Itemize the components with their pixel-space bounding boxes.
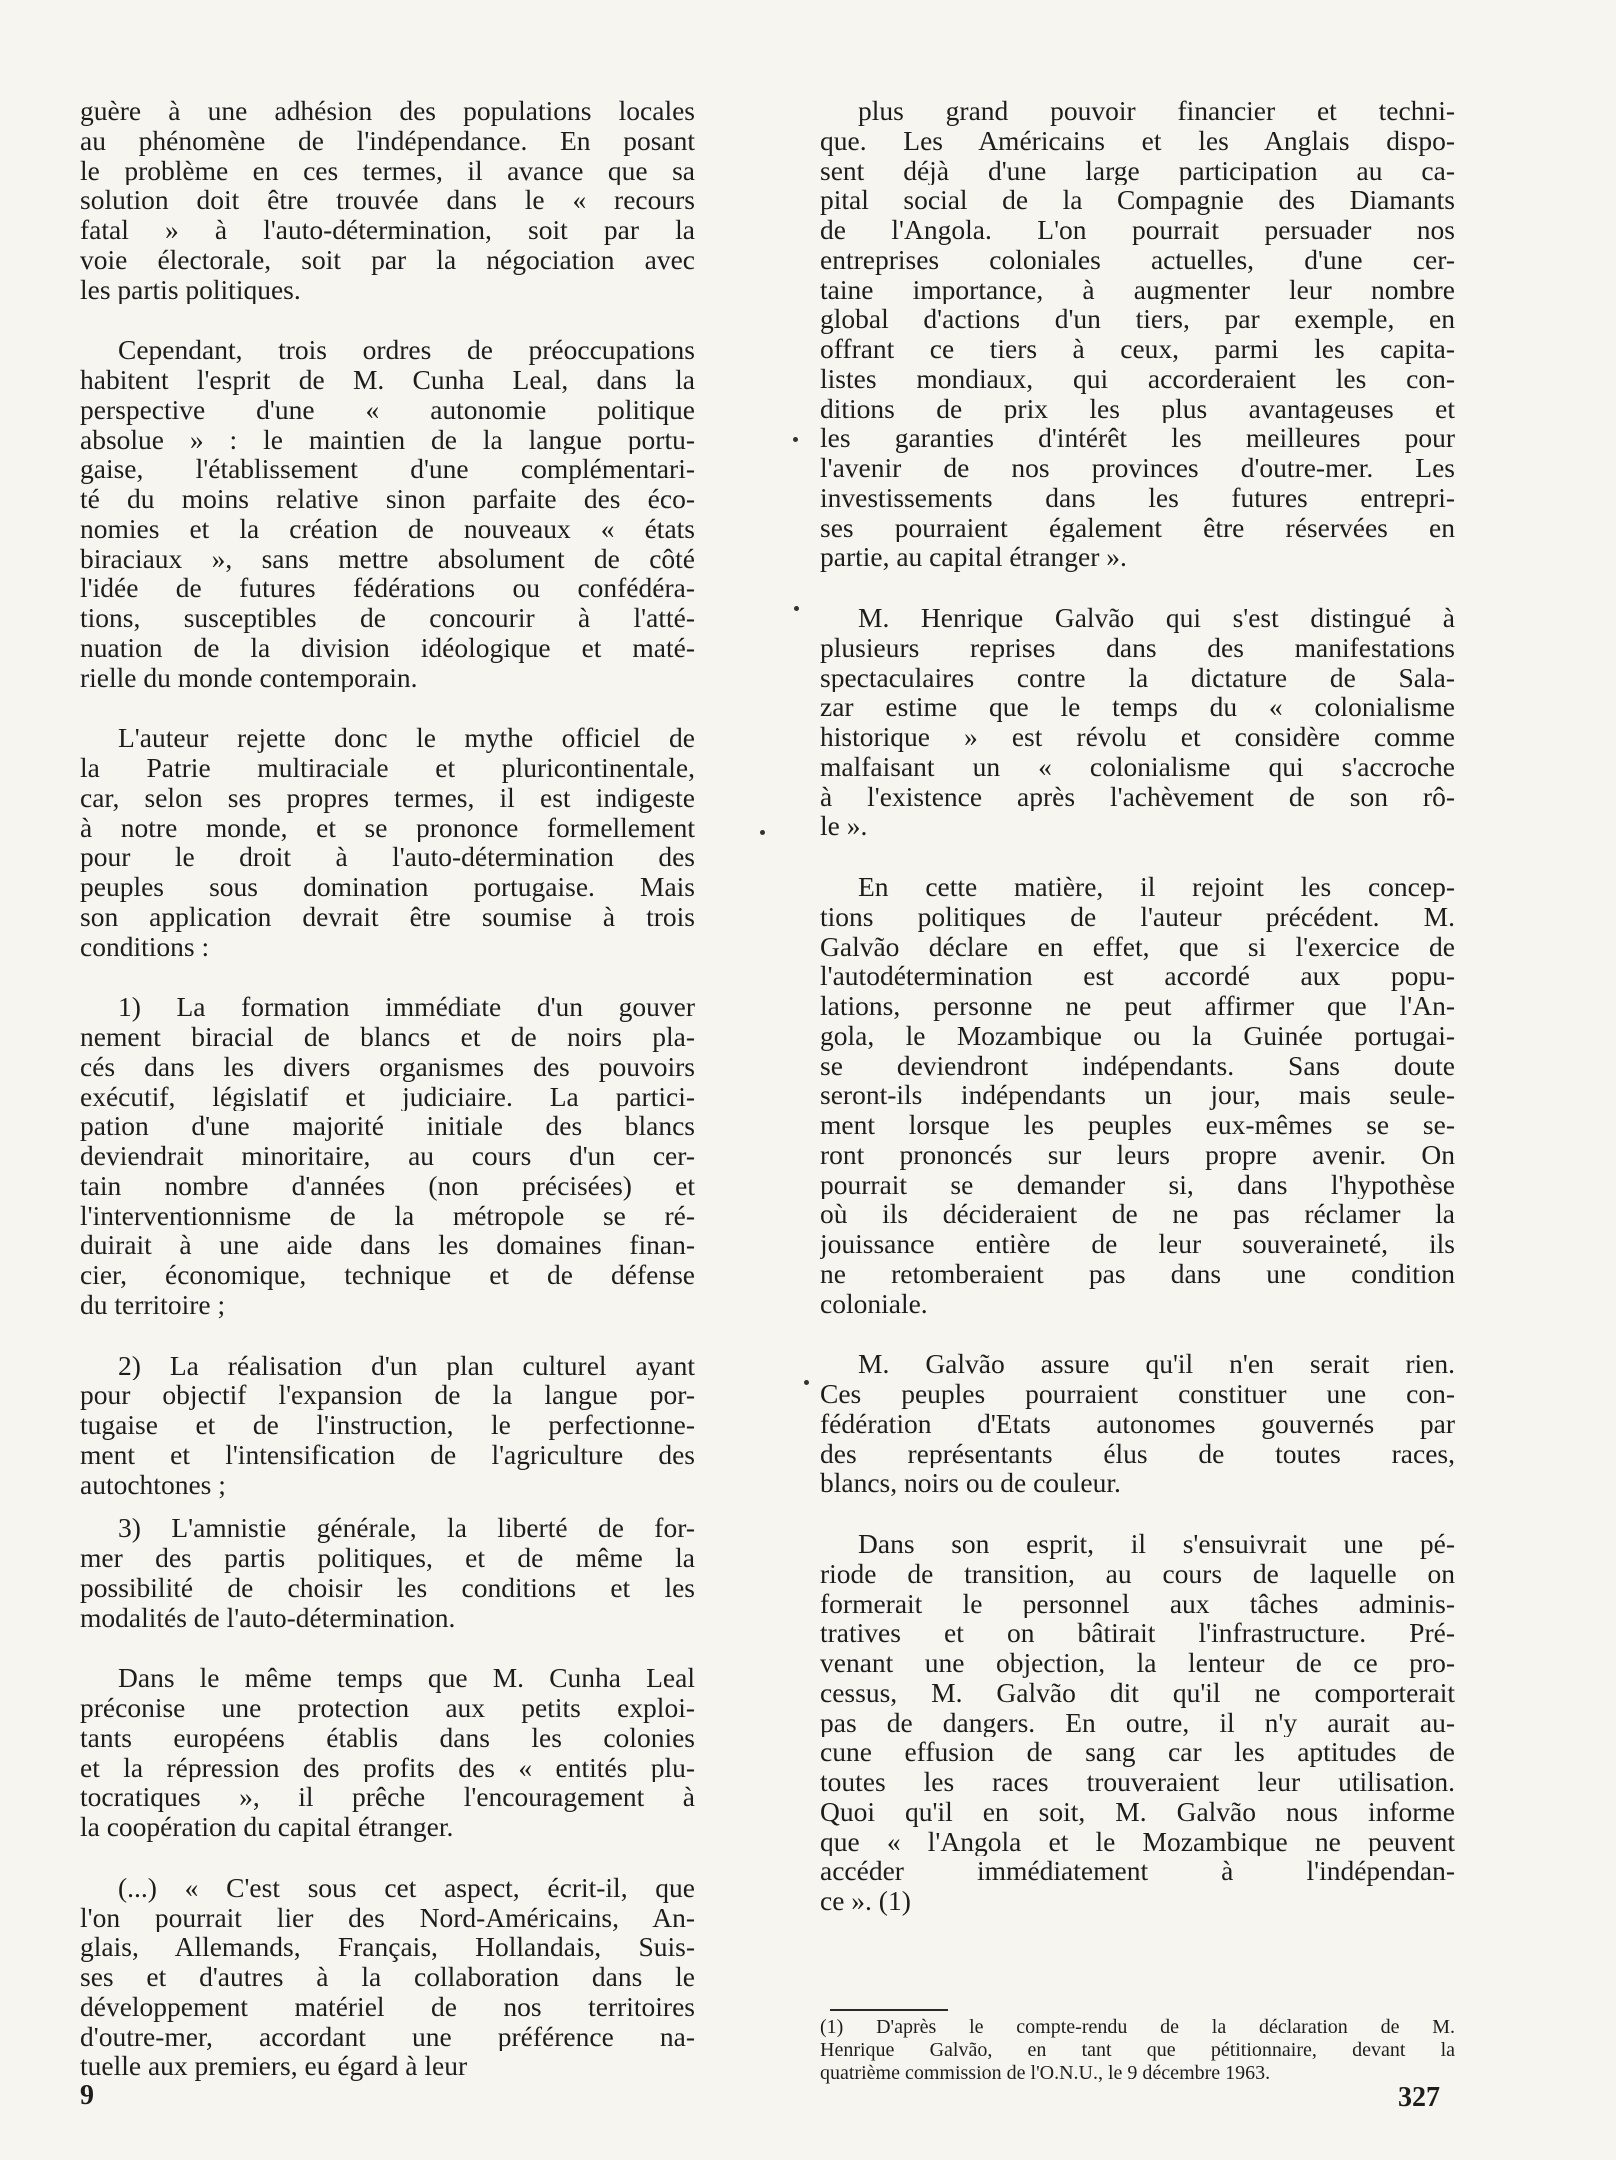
text-line: global d'actions d'un tiers, par exemple, en xyxy=(820,304,1455,334)
paragraph xyxy=(80,992,695,1319)
text-line: et la répression des profits des « entités plu- xyxy=(80,1752,695,1783)
text-line: historique » est révolu et considère comme xyxy=(820,722,1455,752)
paragraph xyxy=(820,603,1455,841)
text-line: Quoi qu'il en soit, M. Galvão nous informe xyxy=(820,1796,1455,1827)
text-line: lations, personne ne peut affirmer que l'An- xyxy=(820,991,1455,1021)
text-line: pour objectif l'expansion de la langue por- xyxy=(80,1380,695,1410)
text-line: tions politiques de l'auteur précédent. M. xyxy=(820,901,1455,932)
text-line: autochtones ; xyxy=(80,1469,226,1500)
text-line: absolue » : le maintien de la langue portu- xyxy=(80,424,695,455)
text-line: l'on pourrait lier des Nord-Américains, An- xyxy=(80,1902,695,1933)
text-line: accéder immédiatement à l'indépendan- xyxy=(820,1856,1455,1886)
paragraph-gap xyxy=(80,1499,695,1513)
text-line: tions, susceptibles de concourir à l'atté- xyxy=(80,603,695,633)
text-line: que « l'Angola et le Mozambique ne peuvent xyxy=(820,1826,1455,1857)
text-line: pour le droit à l'auto-détermination des xyxy=(80,842,695,872)
paragraph xyxy=(80,1513,695,1632)
text-line: 1) La formation immédiate d'un gouver xyxy=(118,992,695,1022)
text-line: ment lorsque les peuples eux-mêmes se se- xyxy=(820,1110,1455,1140)
text-line: venant une objection, la lenteur de ce pro- xyxy=(820,1648,1455,1678)
text-line: listes mondiaux, qui accorderaient les con- xyxy=(820,363,1455,394)
text-line: En cette matière, il rejoint les concep- xyxy=(858,872,1455,902)
text-line: l'avenir de nos provinces d'outre-mer. Les xyxy=(820,453,1455,483)
paragraph-gap xyxy=(80,692,695,723)
text-line: ses pourraient également être réservées en xyxy=(820,512,1455,543)
margin-mark xyxy=(760,830,765,835)
text-line: spectaculaires contre la dictature de Sala- xyxy=(820,662,1455,693)
text-line: deviendrait minoritaire, au cours d'un cer- xyxy=(80,1141,695,1171)
text-line: peuples sous domination portugaise. Mais xyxy=(80,872,695,902)
text-line: de l'Angola. L'on pourrait persuader nos xyxy=(820,215,1455,245)
text-line: tuelle aux premiers, eu égard à leur xyxy=(80,2051,468,2081)
text-line: (...) « C'est sous cet aspect, écrit-il, que xyxy=(118,1872,695,1903)
text-line: partie, au capital étranger ». xyxy=(820,542,1127,572)
text-line: plusieurs reprises dans des manifestations xyxy=(820,632,1455,663)
text-line: pital social de la Compagnie des Diamants xyxy=(820,185,1455,215)
left-column xyxy=(80,96,695,2081)
text-line: 3) L'amnistie générale, la liberté de for- xyxy=(118,1513,695,1543)
text-line: ront prononcés sur leurs propre avenir. On xyxy=(820,1139,1455,1170)
paragraph xyxy=(80,335,695,692)
text-line: ditions de prix les plus avantageuses et xyxy=(820,393,1455,424)
text-line: offrant ce tiers à ceux, parmi les capita- xyxy=(820,334,1455,364)
text-line: fédération d'Etats autonomes gouvernés par xyxy=(820,1408,1455,1439)
text-line: tocratiques », il prêche l'encouragement à xyxy=(80,1782,695,1812)
text-line: au phénomène de l'indépendance. En posant xyxy=(80,125,695,156)
text-line: glais, Allemands, Français, Hollandais, Suis- xyxy=(80,1932,695,1962)
text-line: des représentants élus de toutes races, xyxy=(820,1438,1455,1469)
text-line: Dans son esprit, il s'ensuivrait une pé- xyxy=(858,1529,1455,1559)
text-line: du territoire ; xyxy=(80,1289,226,1320)
text-line: gaise, l'établissement d'une complémentari- xyxy=(80,454,695,484)
text-line: plus grand pouvoir financier et techni- xyxy=(858,96,1455,126)
footnote xyxy=(820,2016,1455,2085)
text-line: voie électorale, soit par la négociation avec xyxy=(80,244,695,275)
paragraph xyxy=(80,96,695,304)
text-line: investissements dans les futures entrepri- xyxy=(820,482,1455,513)
paragraph-gap xyxy=(820,1498,1455,1529)
right-column xyxy=(820,96,1455,1916)
text-line: M. Henrique Galvão qui s'est distingué à xyxy=(858,603,1455,633)
text-line: perspective d'une « autonomie politique xyxy=(80,394,695,425)
text-line: le ». xyxy=(820,811,868,841)
text-line: d'outre-mer, accordant une préférence na- xyxy=(80,2021,695,2052)
text-line: cune effusion de sang car les aptitudes de xyxy=(820,1737,1455,1767)
text-line: cier, économique, technique et de défense xyxy=(80,1260,695,1290)
paragraph xyxy=(820,872,1455,1318)
text-line: taine importance, à augmenter leur nombre xyxy=(820,274,1455,305)
text-line: tratives et on bâtirait l'infrastructure. Pré- xyxy=(820,1618,1455,1648)
text-line: ses et d'autres à la collaboration dans le xyxy=(80,1962,695,1992)
paragraph xyxy=(820,1529,1455,1916)
text-line: malfaisant un « colonialisme qui s'accroche xyxy=(820,751,1455,782)
paragraph xyxy=(80,1351,695,1500)
text-line: riode de transition, au cours de laquelle on xyxy=(820,1558,1455,1589)
text-line: possibilité de choisir les conditions et les xyxy=(80,1572,695,1603)
text-line: les partis politiques. xyxy=(80,274,301,305)
text-line: les garanties d'intérêt les meilleures pour xyxy=(820,423,1455,453)
text-line: la Patrie multiraciale et pluricontinentale, xyxy=(80,753,695,783)
text-line: ne retomberaient pas dans une condition xyxy=(820,1258,1455,1289)
text-line: la coopération du capital étranger. xyxy=(80,1812,454,1842)
text-line: exécutif, législatif et judiciaire. La partici- xyxy=(80,1081,695,1112)
text-line: zar estime que le temps du « colonialisme xyxy=(820,692,1455,722)
text-line: cés dans les divers organismes des pouvoirs xyxy=(80,1051,695,1082)
page-number-left: 9 xyxy=(80,2080,94,2111)
paragraph xyxy=(80,723,695,961)
text-line: fatal » à l'auto-détermination, soit par la xyxy=(80,215,695,245)
text-line: se deviendront indépendants. Sans doute xyxy=(820,1050,1455,1081)
text-line: à notre monde, et se prononce formellement xyxy=(80,812,695,843)
text-line: conditions : xyxy=(80,931,210,962)
text-line: car, selon ses propres termes, il est indigeste xyxy=(80,782,695,813)
text-line: Galvão déclare en effet, que si l'exercice de xyxy=(820,931,1455,962)
paragraph-gap xyxy=(820,1318,1455,1349)
text-line: pas de dangers. En outre, il n'y aurait au- xyxy=(820,1707,1455,1738)
text-line: nement biracial de blancs et de noirs pla- xyxy=(80,1022,695,1052)
text-line: formerait le personnel aux tâches adminis- xyxy=(820,1588,1455,1619)
text-line: M. Galvão assure qu'il n'en serait rien. xyxy=(858,1349,1455,1379)
text-line: solution doit être trouvée dans le « recours xyxy=(80,185,695,215)
margin-mark xyxy=(794,606,799,611)
text-line: entreprises coloniales actuelles, d'une cer- xyxy=(820,244,1455,275)
text-line: tugaise et de l'instruction, le perfectionne- xyxy=(80,1410,695,1440)
text-line: ce ». (1) xyxy=(820,1886,911,1916)
paragraph xyxy=(820,1349,1455,1498)
margin-mark xyxy=(804,1380,809,1385)
text-line: modalités de l'auto-détermination. xyxy=(80,1602,456,1633)
text-line: tain nombre d'années (non précisées) et xyxy=(80,1170,695,1201)
margin-mark xyxy=(793,437,798,442)
text-line: coloniale. xyxy=(820,1288,928,1319)
text-line: 2) La réalisation d'un plan culturel ayant xyxy=(118,1350,695,1381)
paragraph-gap xyxy=(80,1320,695,1351)
paragraph-gap xyxy=(820,841,1455,872)
text-line: développement matériel de nos territoires xyxy=(80,1991,695,2022)
text-line: l'interventionnisme de la métropole se ré- xyxy=(80,1200,695,1231)
paragraph xyxy=(80,1663,695,1842)
paragraph xyxy=(820,96,1455,572)
text-line: tants européens établis dans les colonies xyxy=(80,1722,695,1753)
footnote-line: Henrique Galvão, en tant que pétitionnaire, devant la xyxy=(820,2039,1455,2061)
text-line: l'autodétermination est accordé aux popu- xyxy=(820,961,1455,991)
footnote-line: quatrième commission de l'O.N.U., le 9 décembre 1963. xyxy=(820,2062,1271,2084)
text-line: nomies et la création de nouveaux « états xyxy=(80,513,695,544)
paragraph xyxy=(80,1873,695,2081)
text-line: duirait à une aide dans les domaines finan- xyxy=(80,1230,695,1260)
text-line: le problème en ces termes, il avance que sa xyxy=(80,155,695,186)
text-line: blancs, noirs ou de couleur. xyxy=(820,1468,1121,1498)
text-line: Dans le même temps que M. Cunha Leal xyxy=(118,1663,695,1693)
text-line: gola, le Mozambique ou la Guinée portugai- xyxy=(820,1020,1455,1051)
text-line: guère à une adhésion des populations locales xyxy=(80,96,695,126)
text-line: que. Les Américains et les Anglais dispo- xyxy=(820,125,1455,156)
footnote-rule xyxy=(830,2009,948,2011)
text-line: Ces peuples pourraient constituer une con- xyxy=(820,1379,1455,1409)
text-line: préconise une protection aux petits exploi- xyxy=(80,1693,695,1723)
text-line: rielle du monde contemporain. xyxy=(80,662,418,693)
footnote-line: (1) D'après le compte-rendu de la déclaration de M. xyxy=(820,2016,1455,2038)
text-line: mer des partis politiques, et de même la xyxy=(80,1543,695,1573)
paragraph-gap xyxy=(80,961,695,992)
text-line: où ils décideraient de ne pas réclamer la xyxy=(820,1199,1455,1229)
page-number-right: 327 xyxy=(1398,2082,1440,2113)
text-line: sent déjà d'une large participation au ca- xyxy=(820,155,1455,186)
text-line: à l'existence après l'achèvement de son rô- xyxy=(820,781,1455,812)
text-line: jouissance entière de leur souveraineté, ils xyxy=(820,1229,1455,1259)
text-line: biraciaux », sans mettre absolument de côté xyxy=(80,543,695,574)
paragraph-gap xyxy=(80,1842,695,1873)
text-line: seront-ils indépendants un jour, mais seule- xyxy=(820,1080,1455,1110)
text-line: habitent l'esprit de M. Cunha Leal, dans la xyxy=(80,365,695,395)
text-line: L'auteur rejette donc le mythe officiel de xyxy=(118,723,695,753)
text-line: pation d'une majorité initiale des blancs xyxy=(80,1111,695,1141)
text-line: son application devrait être soumise à trois xyxy=(80,901,695,932)
text-line: nuation de la division idéologique et maté- xyxy=(80,632,695,663)
text-line: cessus, M. Galvão dit qu'il ne comporterait xyxy=(820,1677,1455,1708)
text-line: toutes les races trouveraient leur utilisation. xyxy=(820,1767,1455,1797)
text-line: ment et l'intensification de l'agriculture des xyxy=(80,1439,695,1470)
paragraph-gap xyxy=(820,572,1455,603)
paragraph-gap xyxy=(80,1632,695,1663)
text-line: pourrait se demander si, dans l'hypothèse xyxy=(820,1169,1455,1200)
paragraph-gap xyxy=(80,304,695,335)
text-line: Cependant, trois ordres de préoccupations xyxy=(118,335,695,365)
text-line: l'idée de futures fédérations ou confédéra- xyxy=(80,573,695,603)
text-line: té du moins relative sinon parfaite des éco- xyxy=(80,484,695,514)
